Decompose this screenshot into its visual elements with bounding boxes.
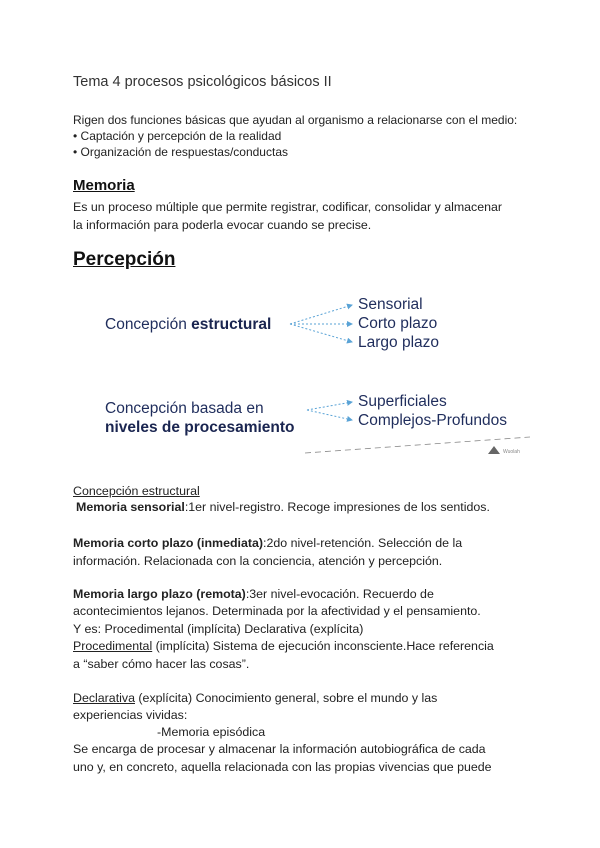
term-underlined: Procedimental (73, 639, 153, 653)
levels-item: Complejos-Profundos (358, 412, 508, 429)
arrow-line (290, 324, 352, 342)
declarativa-line (73, 689, 437, 707)
structural-label (105, 315, 271, 334)
term-bold: Memoria corto plazo (inmediata) (73, 536, 264, 550)
logo-text: Wuolah (503, 449, 520, 455)
document-title: Tema 4 procesos psicológicos básicos II (73, 74, 332, 90)
procedimental-line (73, 637, 494, 655)
term-underlined: Declarativa (73, 691, 135, 705)
arrow-line (290, 305, 352, 324)
body-text: Y es: Procedimental (implícita) Declarativa (explícita) (73, 622, 364, 636)
structural-item: Corto plazo (358, 315, 438, 332)
memoria-sensorial-line (76, 498, 490, 516)
levels-label-line1: Concepción basada en (105, 400, 264, 417)
term-bold: Memoria largo plazo (remota) (73, 587, 246, 601)
bullet-item: • Captación y percepción de la realidad (73, 129, 282, 143)
levels-item: Superficiales (358, 393, 447, 410)
term-text: :1er nivel-registro. Recoge impresiones de los sentidos. (184, 500, 490, 514)
percepcion-heading: Percepción (73, 249, 176, 270)
term-text: (implícita) Sistema de ejecución inconsciente.Hace referencia (152, 639, 494, 653)
body-text: Se encarga de procesar y almacenar la información autobiográfica de cada (73, 742, 486, 756)
bullet-item: • Organización de respuestas/conductas (73, 145, 288, 159)
term-text: (explícita) Conocimiento general, sobre el mundo y las (134, 691, 438, 705)
body-text: información. Relacionada con la conciencia, atención y percepción. (73, 554, 443, 568)
levels-label-line2: niveles de procesamiento (105, 419, 295, 436)
memoria-text: Es un proceso múltiple que permite registrar, codificar, consolidar y almacenar (73, 200, 503, 214)
term-text: :2do nivel-retención. Selección de la (263, 536, 463, 550)
memoria-heading: Memoria (73, 177, 135, 194)
memoria-largo-line (73, 585, 434, 603)
wuolah-logo-icon (488, 446, 500, 454)
memoria-corto-line (73, 534, 462, 552)
memoria-text: la información para poderla evocar cuando se precise. (73, 218, 372, 232)
body-text: acontecimientos lejanos. Determinada por la afectividad y el pensamiento. (73, 604, 481, 618)
structural-prefix: Concepción (105, 316, 192, 333)
percepcion-diagram (100, 290, 532, 462)
concepcion-estructural-heading: Concepción estructural (73, 484, 200, 498)
body-text: uno y, en concreto, aquella relacionada con las propias vivencias que puede (73, 760, 492, 774)
intro-text: Rigen dos funciones básicas que ayudan al organismo a relacionarse con el medio: (73, 113, 518, 127)
memoria-episodica: -Memoria episódica (157, 725, 266, 739)
structural-item: Sensorial (358, 296, 423, 313)
body-text: experiencias vividas: (73, 708, 188, 722)
term-bold: Memoria sensorial (76, 500, 185, 514)
structural-bold: estructural (191, 316, 272, 333)
body-text: a “saber cómo hacer las cosas”. (73, 657, 250, 671)
term-text: :3er nivel-evocación. Recuerdo de (245, 587, 434, 601)
arrow-line (307, 410, 352, 420)
structural-item: Largo plazo (358, 334, 440, 351)
arrow-line (307, 402, 352, 410)
